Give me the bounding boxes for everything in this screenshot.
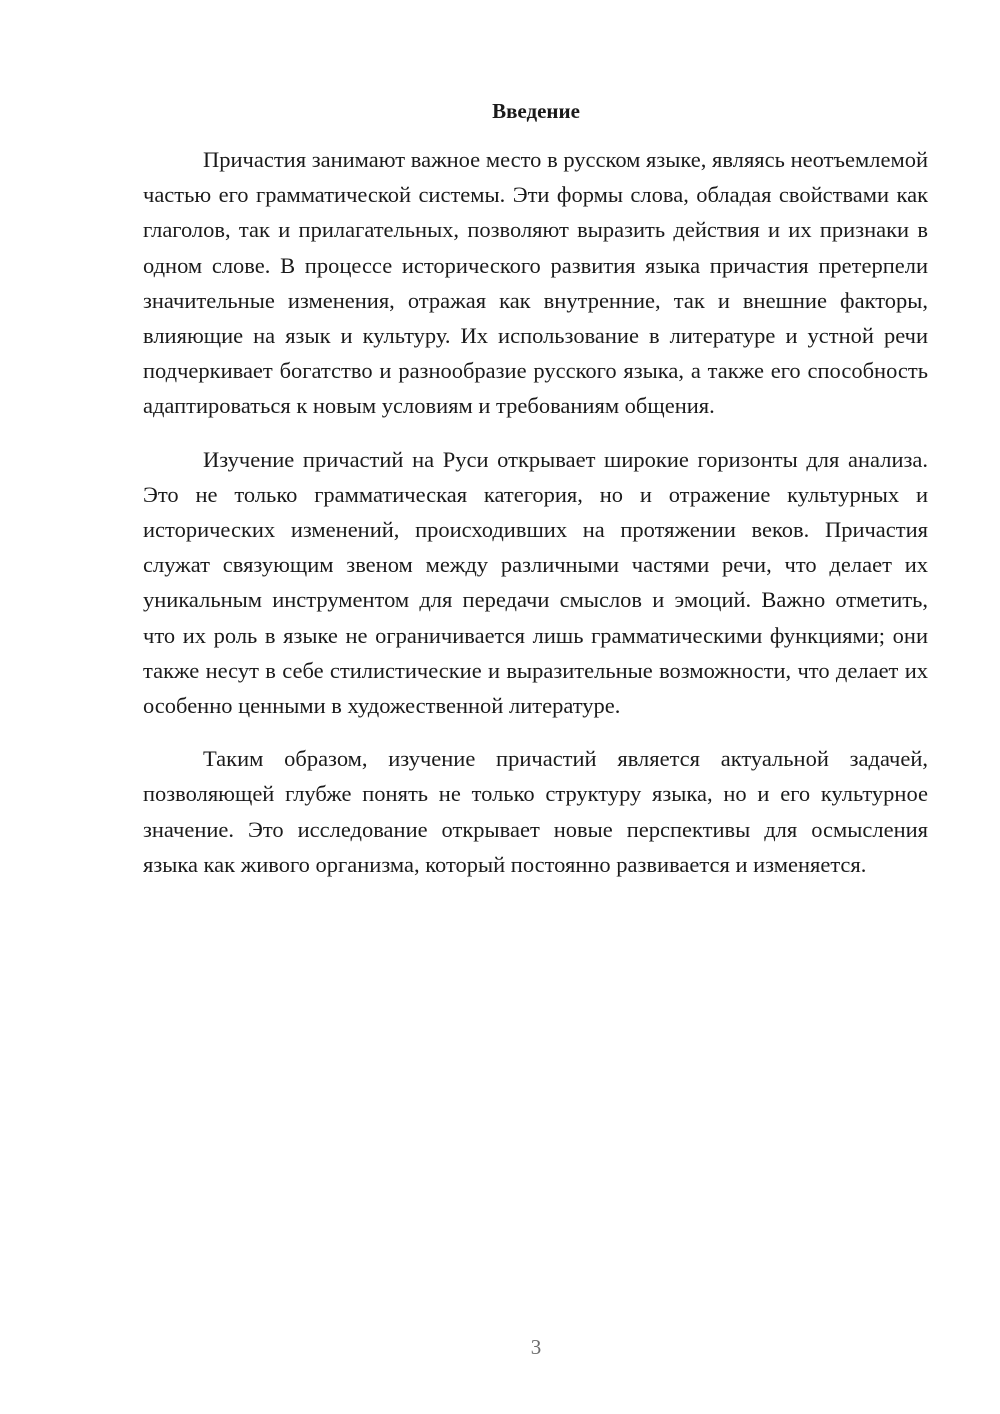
paragraph-2: Изучение причастий на Руси открывает широкие горизонты для анализа. Это не только грамматическая категория, но и отражение культурных и исторических изменений, происходивших на протяжении веков. Причастия служат связующим звеном между различными частями речи, что делает их уникальным инструментом для передачи смыслов и эмоций. Важно отметить, что их роль в языке не ограничивается лишь грамматическими функциями; они также несут в себе стилистические и выразительные возможности, что делает их особенно ценными в художественной литературе. (143, 446, 928, 719)
page-title: Введение (492, 99, 580, 123)
document-body (143, 142, 928, 900)
paragraph-1: Причастия занимают важное место в русском языке, являясь неотъемлемой частью его грамматической системы. Эти формы слова, обладая свойствами как глаголов, так и прилагательных, позволяют выразить действия и их признаки в одном слове. В процессе исторического развития языка причастия претерпели значительные изменения, отражая как внутренние, так и внешние факторы, влияющие на язык и культуру. Их использование в литературе и устной речи подчеркивает богатство и разнообразие русского языка, а также его способность адаптироваться к новым условиям и требованиям общения. (143, 147, 928, 419)
page-number: 3 (530, 1335, 542, 1359)
paragraph-3: Таким образом, изучение причастий является актуальной задачей, позволяющей глубже понять не только структуру языка, но и его культурное значение. Это исследование открывает новые перспективы для осмысления языка как живого организма, который постоянно развивается и изменяется. (143, 746, 928, 877)
